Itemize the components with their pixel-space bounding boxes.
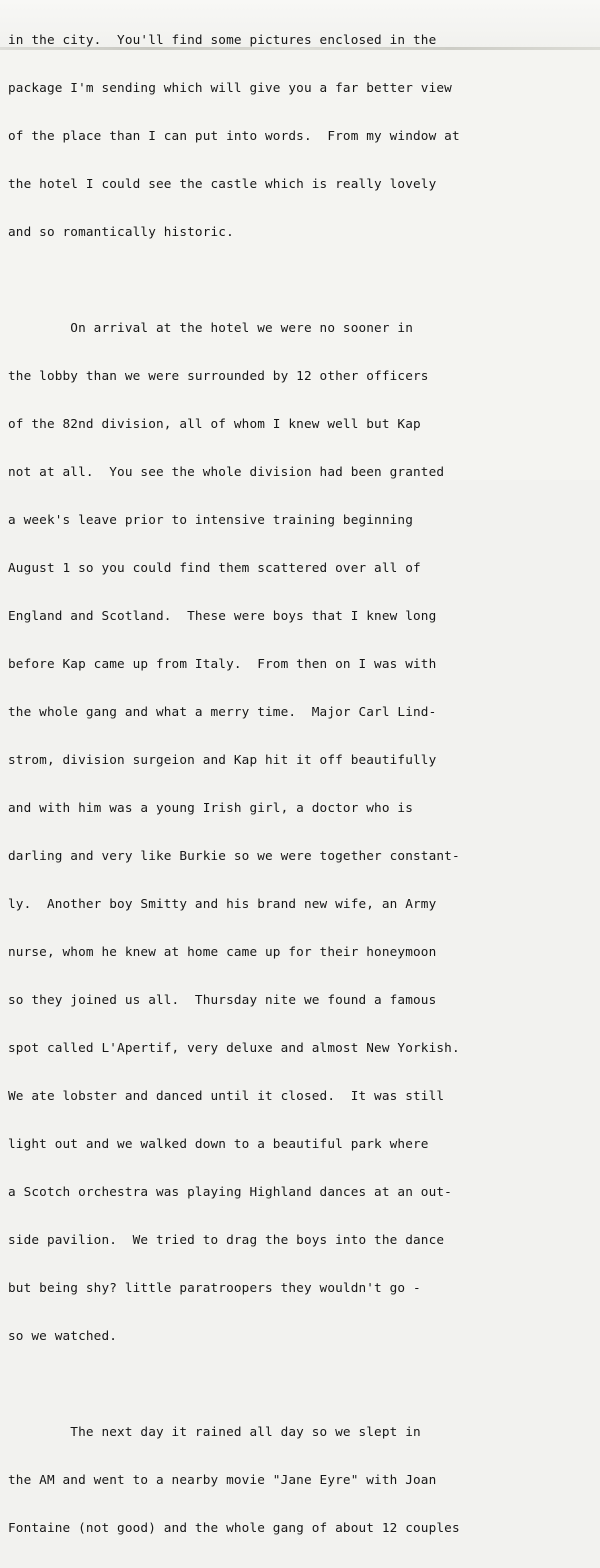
text-line-10: not at all. You see the whole division had been granted [8,464,445,479]
text-line-15: the whole gang and what a merry time. Major Carl Lind- [8,704,437,719]
text-line-13: England and Scotland. These were boys that I knew long [8,608,437,623]
text-line-2: package I'm sending which will give you a far better view [8,80,452,95]
letter-text [8,0,594,1568]
text-line-25: a Scotch orchestra was playing Highland dances at an out- [8,1184,452,1199]
text-line-14: before Kap came up from Italy. From then on I was with [8,656,437,671]
text-line-32: Fontaine (not good) and the whole gang of about 12 couples [8,1520,460,1535]
text-line-18: darling and very like Burkie so we were together constant- [8,848,460,863]
text-line-21: so they joined us all. Thursday nite we found a famous [8,992,437,1007]
text-line-8: the lobby than we were surrounded by 12 other officers [8,368,429,383]
text-line-30: The next day it rained all day so we slept in [8,1424,421,1439]
blank-line-1 [8,272,594,288]
text-line-17: and with him was a young Irish girl, a doctor who is [8,800,414,815]
text-line-1: in the city. You'll find some pictures enclosed in the [8,32,437,47]
text-line-22: spot called L'Apertif, very deluxe and almost New Yorkish. [8,1040,460,1055]
text-line-9: of the 82nd division, all of whom I knew well but Kap [8,416,421,431]
text-line-24: light out and we walked down to a beautiful park where [8,1136,429,1151]
text-line-7: On arrival at the hotel we were no sooner in [8,320,414,335]
text-line-20: nurse, whom he knew at home came up for their honeymoon [8,944,437,959]
text-line-4: the hotel I could see the castle which is really lovely [8,176,437,191]
text-line-28: so we watched. [8,1328,118,1343]
text-line-26: side pavilion. We tried to drag the boys into the dance [8,1232,445,1247]
text-line-23: We ate lobster and danced until it closed. It was still [8,1088,445,1103]
blank-line-2 [8,1376,594,1392]
text-line-31: the AM and went to a nearby movie "Jane Eyre" with Joan [8,1472,437,1487]
text-line-5: and so romantically historic. [8,224,234,239]
text-line-3: of the place than I can put into words. From my window at [8,128,460,143]
text-line-27: but being shy? little paratroopers they wouldn't go - [8,1280,421,1295]
text-line-16: strom, division surgeion and Kap hit it off beautifully [8,752,437,767]
text-line-11: a week's leave prior to intensive training beginning [8,512,414,527]
text-line-12: August 1 so you could find them scattered over all of [8,560,421,575]
text-line-19: ly. Another boy Smitty and his brand new wife, an Army [8,896,437,911]
